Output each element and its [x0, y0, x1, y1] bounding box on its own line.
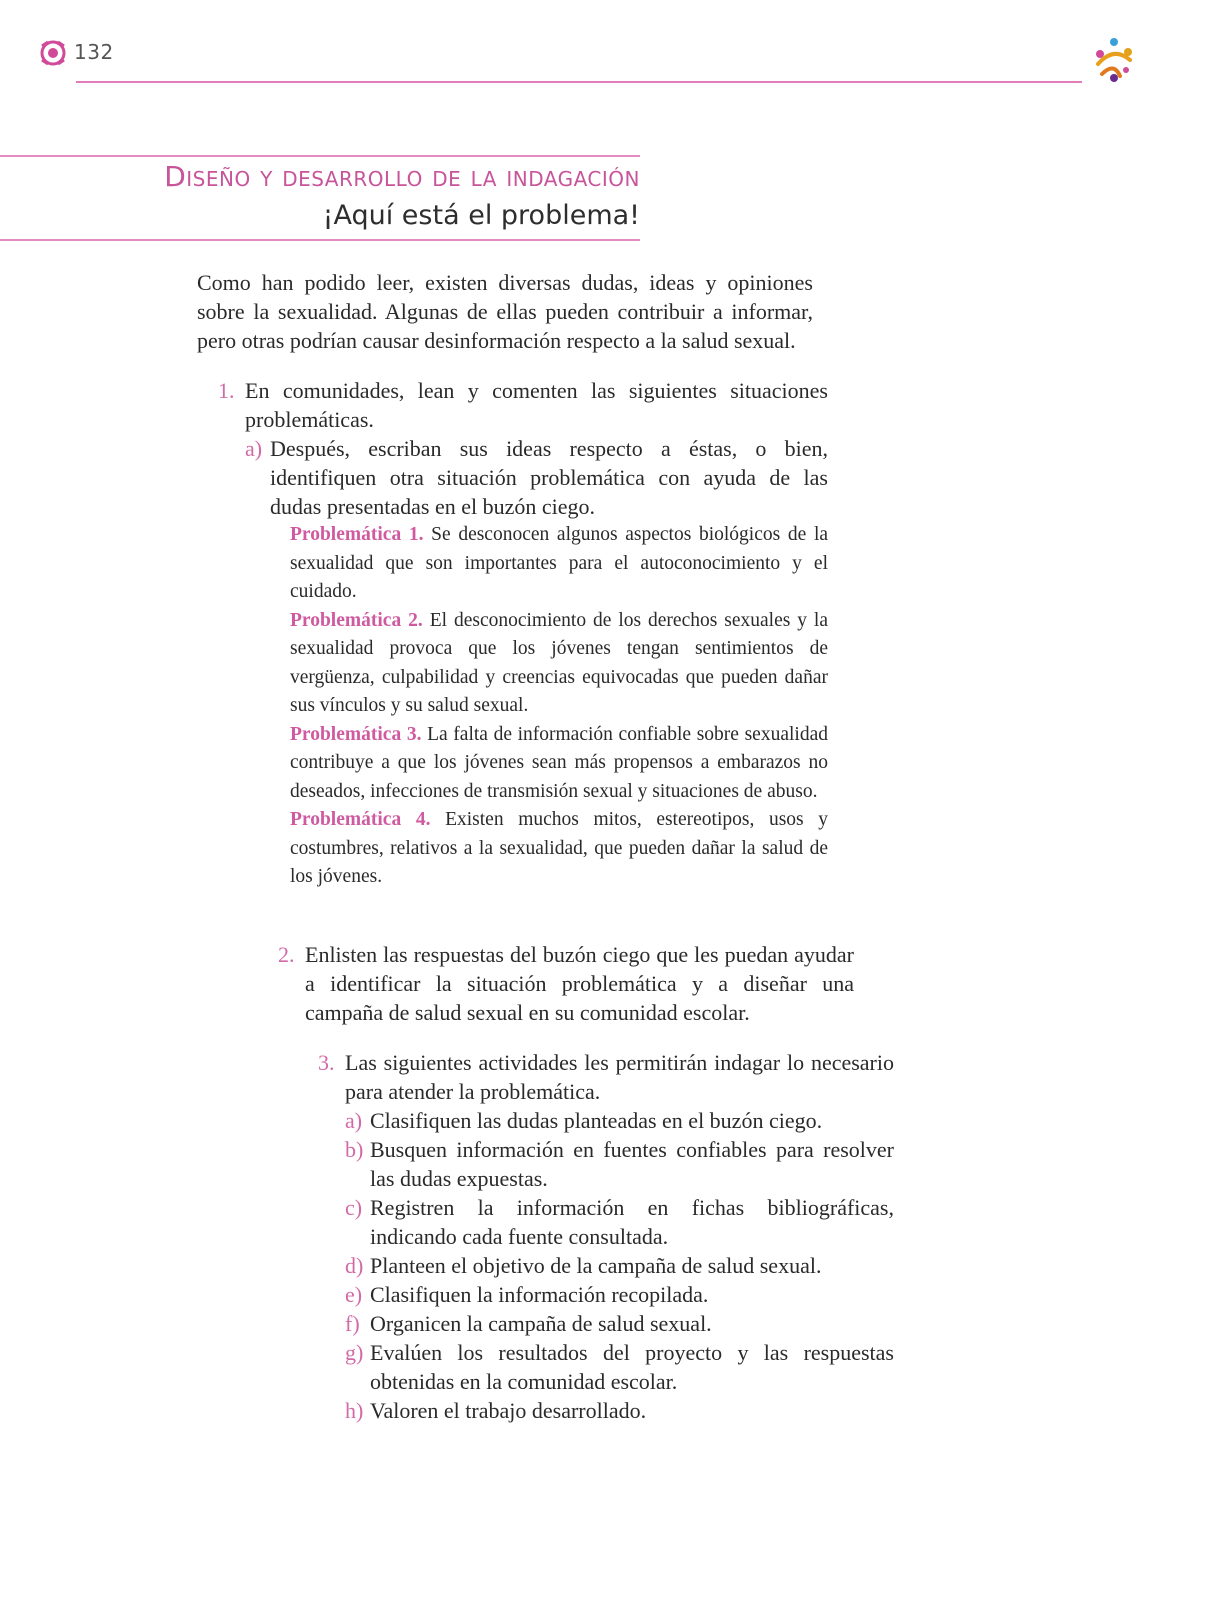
item-number: 3.: [318, 1050, 335, 1075]
item-number: 2.: [278, 942, 295, 967]
activity-label: d): [345, 1253, 364, 1278]
activity-label: a): [345, 1108, 363, 1133]
activity-f: [345, 1309, 894, 1338]
problem-1: [290, 521, 828, 607]
sub-item-text: Después, escriban sus ideas respecto a éstas, o bien, identifiquen otra situación problemática con ayuda de las dudas presentadas en el buzón ciego.: [270, 436, 828, 519]
activity-a: [345, 1106, 894, 1135]
problem-text: Existen muchos mitos, estereotipos, usos y costumbres, relativos a la sexualidad, que pueden dañar la salud de los jóvenes.: [290, 809, 829, 887]
activity-list: [345, 1106, 894, 1425]
activity-text: Busquen información en fuentes confiables para resolver las dudas expuestas.: [370, 1137, 894, 1191]
page-number: 132: [74, 40, 114, 64]
problem-text: La falta de información confiable sobre sexualidad contribuye a que los jóvenes sean más propensos a embarazos no deseados, infecciones de transmisión sexual y situaciones de abuso.: [290, 723, 828, 802]
problem-label: Problemática 3.: [290, 723, 422, 745]
problem-list: [290, 521, 828, 892]
activity-text: Clasifiquen la información recopilada.: [370, 1282, 709, 1307]
section-subtitle: ¡Aquí está el problema!: [322, 200, 640, 231]
sub-item-a: [245, 434, 828, 521]
intro-paragraph: Como han podido leer, existen diversas dudas, ideas y opiniones sobre la sexualidad. Algunas de ellas pueden contribuir a informar, pero otras podrían causar desinformación respecto a la salud sexual.: [197, 270, 813, 353]
problem-3: [290, 721, 828, 807]
item-number: 1.: [218, 378, 235, 403]
problem-text: El desconocimiento de los derechos sexuales y la sexualidad provoca que los jóvenes tengan sentimientos de vergüenza, culpabilidad y creencias equivocadas que pueden dañar sus vínculos y su salud sexual.: [290, 609, 828, 716]
activity-text: Evalúen los resultados del proyecto y las respuestas obtenidas en la comunidad escolar.: [370, 1340, 894, 1394]
problem-label: Problemática 1.: [290, 524, 424, 545]
activity-label: h): [345, 1398, 364, 1423]
activity-label: c): [345, 1195, 363, 1220]
activity-text: Registren la información en fichas bibliográficas, indicando cada fuente consultada.: [370, 1195, 894, 1249]
activity-label: g): [345, 1340, 364, 1365]
activity-b: [345, 1135, 894, 1193]
activity-label: f): [345, 1311, 360, 1336]
activity-g: [345, 1338, 894, 1396]
activity-text: Valoren el trabajo desarrollado.: [370, 1398, 647, 1423]
activity-label: b): [345, 1137, 364, 1162]
activity-d: [345, 1251, 894, 1280]
problem-4: [290, 806, 828, 892]
list-item-3: [318, 1048, 894, 1425]
activity-text: Planteen el objetivo de la campaña de salud sexual.: [370, 1253, 822, 1278]
item-text: Enlisten las respuestas del buzón ciego que les puedan ayudar a identificar la situación problemática y a diseñar una campaña de salud sexual en su comunidad escolar.: [305, 942, 854, 1025]
problem-text: Se desconocen algunos aspectos biológicos de la sexualidad que son importantes para el autoconocimiento y el cuidado.: [290, 524, 829, 602]
item-text: Las siguientes actividades les permitirán indagar lo necesario para atender la problemática.: [345, 1050, 894, 1104]
aztec-glyph-icon: [40, 40, 66, 66]
activity-c: [345, 1193, 894, 1251]
activity-text: Clasifiquen las dudas planteadas en el buzón ciego.: [370, 1108, 823, 1133]
activity-e: [345, 1280, 894, 1309]
list-item-1: [218, 376, 828, 892]
list-item-2: [278, 940, 854, 1027]
activity-label: e): [345, 1282, 363, 1307]
problem-2: [290, 607, 828, 721]
item-text: En comunidades, lean y comenten las siguientes situaciones problemáticas.: [245, 378, 828, 432]
section-title: Diseño y desarrollo de la indagación: [164, 160, 640, 193]
sub-item-label: a): [245, 436, 263, 461]
problem-label: Problemática 4.: [290, 809, 431, 830]
activity-h: [345, 1396, 894, 1425]
program-logo-icon: [1088, 34, 1140, 86]
activity-text: Organicen la campaña de salud sexual.: [370, 1311, 712, 1336]
header-rule: [76, 81, 1082, 83]
problem-label: Problemática 2.: [290, 609, 423, 631]
section-rule-top: [0, 155, 640, 157]
section-rule-bottom: [0, 239, 640, 241]
